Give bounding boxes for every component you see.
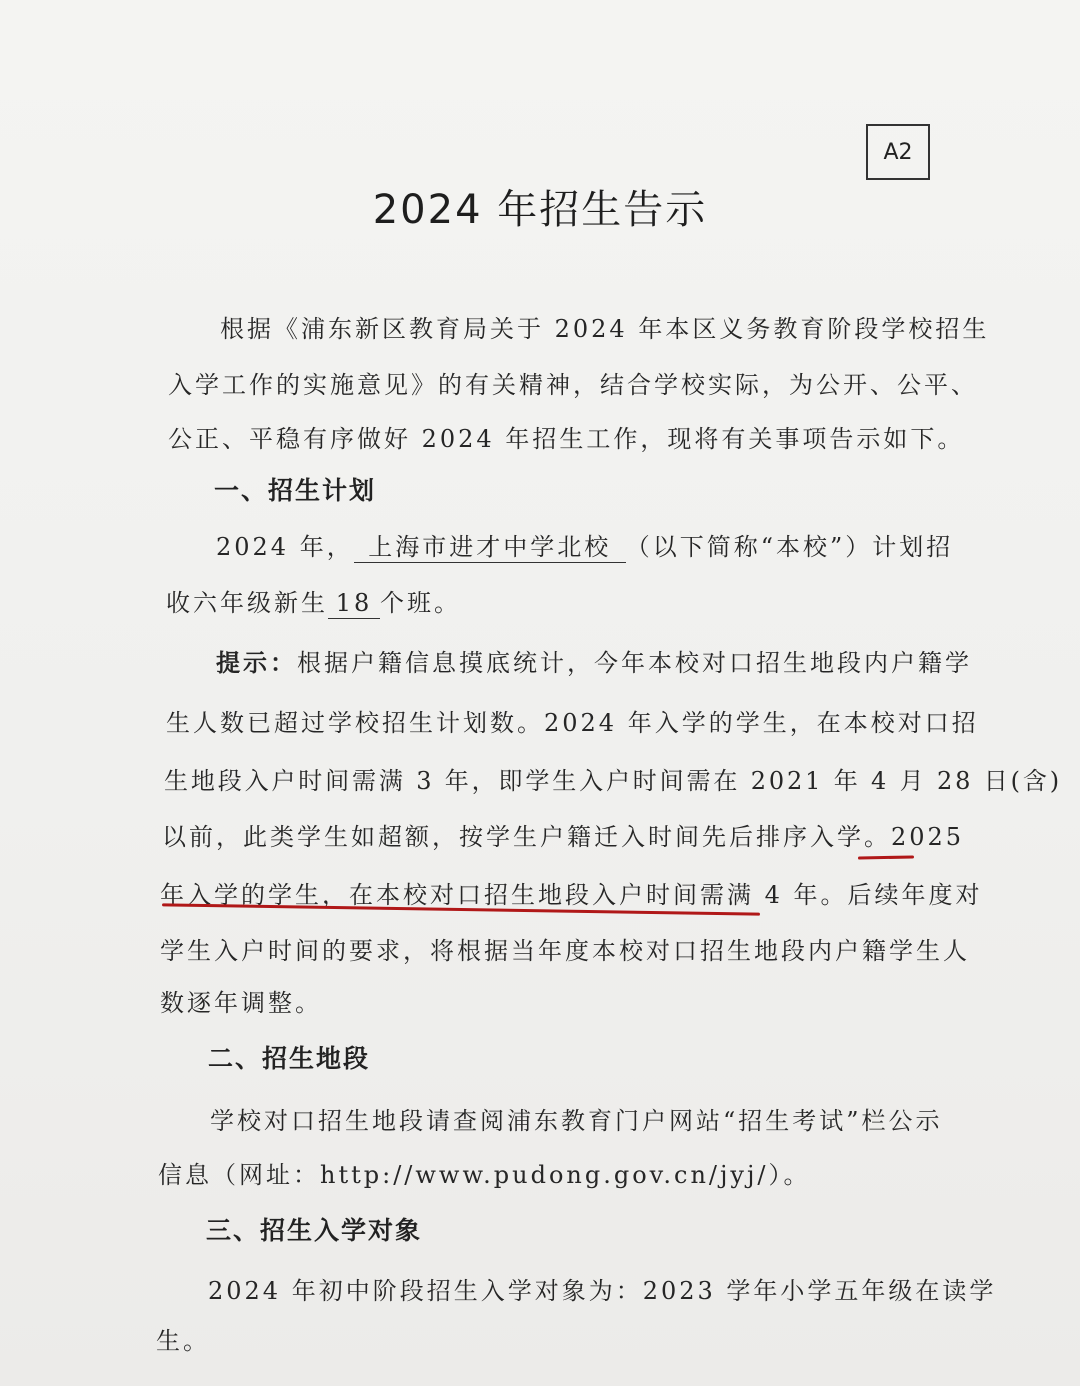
document-label-box: A2	[866, 124, 930, 180]
classes-prefix: 收六年级新生	[166, 589, 328, 617]
tip-line-4: 以前，此类学生如超额，按学生户籍迁入时间先后排序入学。2025	[162, 823, 965, 851]
school-name-field: 上海市进才中学北校	[354, 532, 626, 563]
district-line-2: 信息（网址：http://www.pudong.gov.cn/jyj/）。	[158, 1161, 811, 1189]
tip-text-1: 根据户籍信息摸底统计，今年本校对口招生地段内户籍学	[297, 649, 972, 677]
plan-line-1	[216, 530, 953, 564]
class-count-field: 18	[328, 588, 380, 619]
classes-suffix: 个班。	[380, 589, 461, 617]
district-line-1: 学校对口招生地段请查阅浦东教育门户网站“招生考试”栏公示	[210, 1107, 943, 1135]
plan-suffix: （以下简称“本校”）计划招	[625, 533, 954, 561]
tip-label: 提示：	[216, 649, 297, 677]
section-heading-district: 二、招生地段	[208, 1044, 371, 1073]
intro-line-2: 入学工作的实施意见》的有关精神，结合学校实际，为公开、公平、	[168, 371, 978, 399]
section-heading-target: 三、招生入学对象	[206, 1216, 423, 1245]
plan-prefix: 2024 年，	[216, 533, 354, 561]
tip-line-6: 学生入户时间的要求，将根据当年度本校对口招生地段内户籍学生人	[160, 937, 970, 965]
tip-line-7: 数逐年调整。	[160, 989, 322, 1017]
tip-line-2: 生人数已超过学校招生计划数。2024 年入学的学生，在本校对口招	[166, 709, 979, 737]
target-line-2: 生。	[156, 1327, 210, 1355]
plan-line-2	[166, 586, 461, 620]
tip-line-5: 年入学的学生，在本校对口招生地段入户时间需满 4 年。后续年度对	[160, 881, 983, 909]
intro-line-1: 根据《浦东新区教育局关于 2024 年本区义务教育阶段学校招生	[220, 315, 990, 343]
tip-line-1	[216, 646, 972, 680]
intro-line-3: 公正、平稳有序做好 2024 年招生工作，现将有关事项告示如下。	[168, 425, 965, 453]
tip-line-3: 生地段入户时间需满 3 年，即学生入户时间需在 2021 年 4 月 28 日(含)	[164, 767, 1062, 795]
red-underline-mark-1	[858, 855, 914, 859]
section-heading-plan: 一、招生计划	[214, 476, 377, 505]
page-title: 2024 年招生告示	[372, 187, 708, 233]
target-line-1: 2024 年初中阶段招生入学对象为：2023 学年小学五年级在读学	[208, 1277, 997, 1305]
